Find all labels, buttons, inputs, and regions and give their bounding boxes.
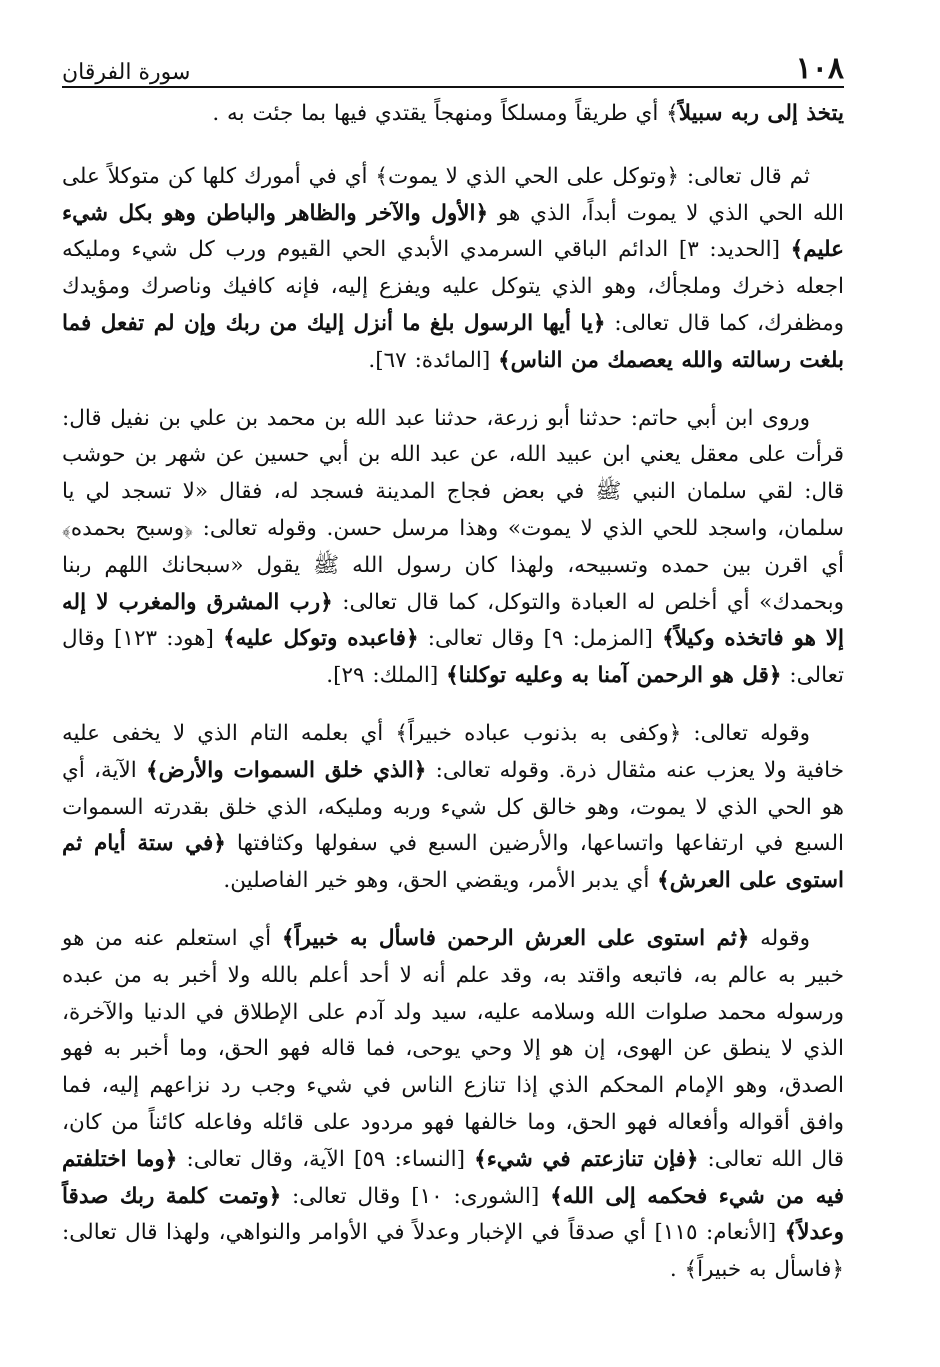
running-header bbox=[62, 40, 844, 88]
quran-verse: يتخذ إلى ربه سبيلاً bbox=[678, 101, 844, 126]
quran-verse: ﴿فاعبده وتوكل عليه﴾ bbox=[223, 626, 419, 652]
paragraph bbox=[62, 401, 844, 695]
commentary-text: [المزمل: ٩] وقال تعالى: bbox=[418, 626, 663, 652]
paragraph bbox=[62, 159, 844, 380]
commentary-text: وروى ابن أبي حاتم: حدثنا أبو زرعة، حدثنا عبد الله بن محمد بن علي بن نفيل قال: قرأت على معقل يعني ابن عبيد الله، عن عبد الله بن أبي حسين عن شهر بن حوشب قال: لقي سلمان النبي ﷺ في بعض فجاج المدينة فسجد له، فقال «لا تسجد لي يا سلمان، واسجد للحي الذي لا يموت» وهذا مرسل حسن. وقوله تعالى: ﴿وسبح بحمده﴾ أي اقرن بين حمده وتسبيحه، ولهذا كان رسول الله ﷺ يقول «سبحانك اللهم ربنا وبحمدك» أي أخلص له العبادة والتوكل، كما قال تعالى: bbox=[62, 405, 845, 615]
paragraph bbox=[62, 921, 844, 1289]
page-number: ١٠٨ bbox=[795, 51, 844, 86]
commentary-text: ﴾ أي طريقاً ومسلكاً ومنهجاً يقتدي فيها بما جئت به . bbox=[212, 101, 679, 126]
commentary-text: وقوله تعالى: ﴿وكفى به بذنوب عباده خبيراً﴾ أي بعلمه التام الذي لا يخفى عليه خافية ولا يعزب عنه مثقال ذرة. وقوله تعالى: bbox=[62, 720, 845, 783]
paragraph bbox=[62, 716, 844, 900]
commentary-text: ثم قال تعالى: ﴿وتوكل على الحي الذي لا يموت﴾ أي في أمورك كلها كن متوكلاً على الله الحي الذي لا يموت أبداً، الذي هو bbox=[62, 163, 844, 226]
quran-verse: ﴿الذي خلق السموات والأرض﴾ bbox=[146, 757, 427, 783]
surah-title: سورة الفرقان bbox=[62, 60, 191, 85]
quran-verse: ﴿وتمت كلمة ربك صدقاً وعدلاً﴾ bbox=[62, 1183, 844, 1246]
commentary-text: [هود: ١٢٣] وقال تعالى: bbox=[62, 626, 844, 689]
quran-verse: ﴿فإن تنازعتم في شيء﴾ bbox=[474, 1146, 699, 1172]
paragraph bbox=[62, 96, 844, 133]
commentary-text: [الملك: ٢٩]. bbox=[326, 663, 447, 689]
book-page bbox=[62, 40, 844, 1337]
commentary-text: أي استعلم عنه من هو خبير به عالم به، فاتبعه واقتد به، وقد علم أنه لا أحد أعلم بالله ولا أخبر به من عبده ورسوله محمد صلوات الله وسلامه عليه، سيد ولد آدم على الإطلاق في الدنيا والآخرة، الذي لا ينطق عن الهوى، إن هو إلا وحي يوحى، فما قاله فهو الحق، وما أخبر به فهو الصدق، وهو الإمام المحكم الذي إذا تنازع الناس في شيء وجب رد نزاعهم إليه، فما وافق أقواله وأفعاله فهو الحق، وما خالفها فهو مردود على قائله وفاعله كائناً من كان، قال الله تعالى: bbox=[62, 925, 844, 1172]
quran-verse: ﴿قل هو الرحمن آمنا به وعليه توكلنا﴾ bbox=[446, 663, 782, 689]
commentary-text: [الحديد: ٣] الدائم الباقي السرمدي الأبدي الحي القيوم ورب كل شيء ومليكه اجعله ذخرك وملجأك، وهو الذي يتوكل عليه ويفزع إليه، فإنه كافيك وناصرك ومؤيدك ومظفرك، كما قال تعالى: bbox=[62, 237, 844, 336]
body-text bbox=[62, 96, 844, 1289]
commentary-text: الآية، أي هو الحي الذي لا يموت، وهو خالق كل شيء وربه ومليكه، الذي خلق بقدرته السموات السبع في ارتفاعها واتساعها، والأرضين السبع في سفولها وكثافتها bbox=[62, 757, 844, 857]
quran-verse: ﴿ثم استوى على العرش الرحمن فاسأل به خبيراً﴾ bbox=[281, 925, 750, 951]
commentary-text: [الأنعام: ١١٥] أي صدقاً في الإخبار وعدلاً في الأوامر والنواهي، ولهذا قال تعالى: ﴿فاسأل به خبيراً﴾ . bbox=[62, 1220, 844, 1283]
commentary-text: [الشورى: ١٠] وقال تعالى: bbox=[281, 1183, 551, 1209]
quran-verse: ﴿رب المشرق والمغرب لا إله إلا هو فاتخذه وكيلاً﴾ bbox=[62, 589, 844, 652]
commentary-text: أي يدبر الأمر، ويقضي الحق، وهو خير الفاصلين. bbox=[223, 868, 658, 894]
commentary-text: [المائدة: ٦٧]. bbox=[368, 347, 499, 373]
commentary-text: [النساء: ٥٩] الآية، وقال تعالى: bbox=[177, 1146, 475, 1172]
quran-verse: ﴿يا أيها الرسول بلغ ما أنزل إليك من ربك وإن لم تفعل فما بلغت رسالته والله يعصمك من الناس﴾ bbox=[62, 310, 844, 373]
commentary-text: وقوله bbox=[749, 925, 810, 951]
quran-verse: ﴿في ستة أيام ثم استوى على العرش﴾ bbox=[62, 831, 844, 894]
quran-verse: ﴿الأول والآخر والظاهر والباطن وهو بكل شيء عليم﴾ bbox=[62, 200, 844, 263]
quran-verse: ﴿وما اختلفتم فيه من شيء فحكمه إلى الله﴾ bbox=[62, 1146, 844, 1209]
